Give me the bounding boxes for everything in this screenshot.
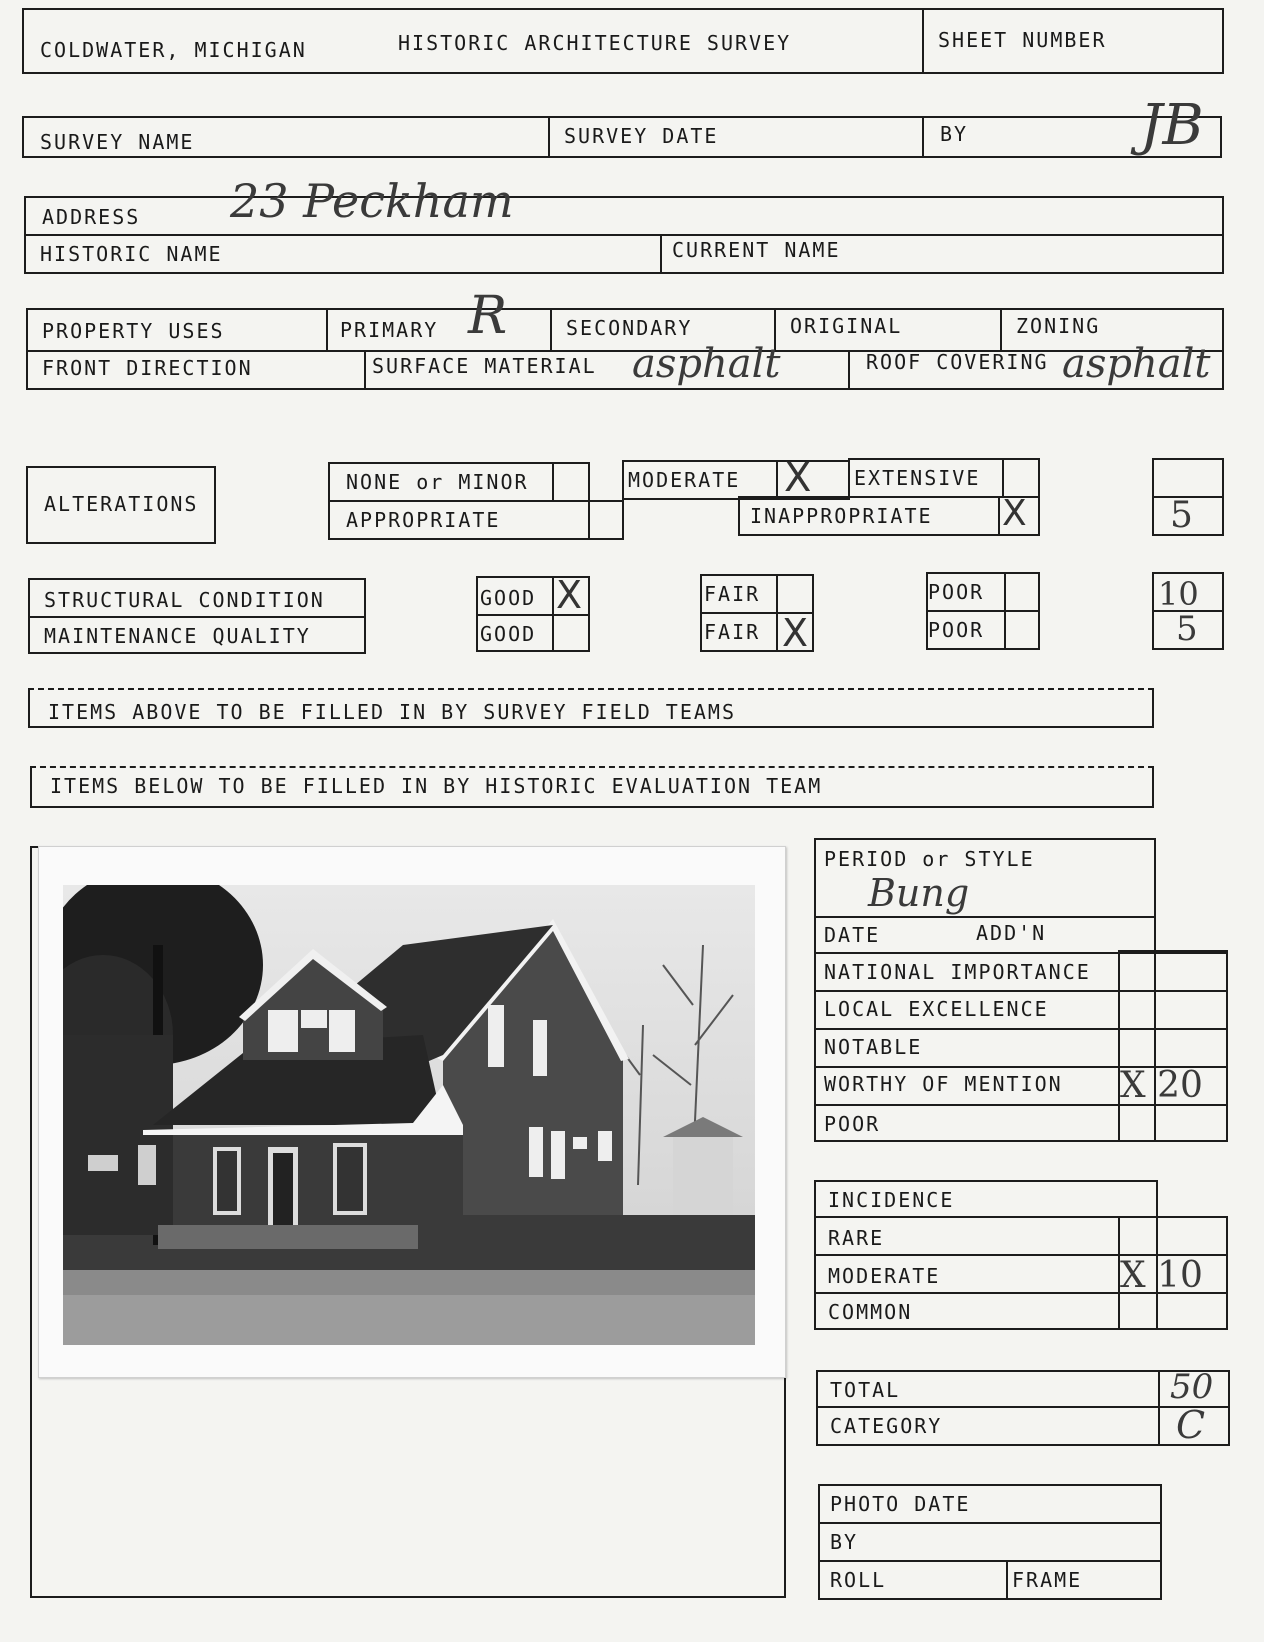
local-excellence-label: LOCAL EXCELLENCE bbox=[824, 997, 1049, 1021]
secondary-label: SECONDARY bbox=[566, 316, 693, 340]
by-initials: JB bbox=[1140, 93, 1204, 158]
building-photo bbox=[38, 846, 786, 1378]
appropriate-label: APPROPRIATE bbox=[346, 508, 501, 532]
maintenance-score: 5 bbox=[1176, 609, 1198, 649]
photo-by-label: BY bbox=[830, 1530, 859, 1554]
structural-fair-label: FAIR bbox=[704, 582, 761, 606]
surface-material-value: asphalt bbox=[632, 341, 781, 387]
addn-label: ADD'N bbox=[976, 921, 1047, 945]
category-value: C bbox=[1176, 1403, 1206, 1447]
survey-title: HISTORIC ARCHITECTURE SURVEY bbox=[398, 31, 792, 55]
structural-condition-label: STRUCTURAL CONDITION bbox=[44, 588, 325, 612]
surface-material-label: SURFACE MATERIAL bbox=[372, 354, 597, 378]
eval-date-label: DATE bbox=[824, 923, 881, 947]
primary-label: PRIMARY bbox=[340, 318, 439, 342]
original-label: ORIGINAL bbox=[790, 314, 903, 338]
city-label: COLDWATER, MICHIGAN bbox=[40, 38, 307, 62]
sheet-number-label: SHEET NUMBER bbox=[938, 28, 1107, 52]
eval-poor-label: POOR bbox=[824, 1112, 881, 1136]
front-direction-label: FRONT DIRECTION bbox=[42, 356, 253, 380]
rare-label: RARE bbox=[828, 1226, 885, 1250]
incidence-moderate-label: MODERATE bbox=[828, 1264, 941, 1288]
maintenance-poor-label: POOR bbox=[928, 618, 985, 642]
moderate-label: MODERATE bbox=[628, 468, 741, 492]
incidence-moderate-value: X 10 bbox=[1120, 1255, 1203, 1296]
worthy-of-mention-label: WORTHY OF MENTION bbox=[824, 1072, 1063, 1096]
evaluation-score-column bbox=[1118, 950, 1228, 1142]
structural-score: 10 bbox=[1158, 575, 1199, 613]
alterations-score: 5 bbox=[1170, 495, 1193, 536]
notable-label: NOTABLE bbox=[824, 1035, 923, 1059]
address-value: 23 Peckham bbox=[230, 174, 514, 228]
maintenance-quality-label: MAINTENANCE QUALITY bbox=[44, 624, 311, 648]
structural-good-check: X bbox=[556, 573, 583, 617]
frame-label: FRAME bbox=[1012, 1568, 1083, 1592]
roll-label: ROLL bbox=[830, 1568, 887, 1592]
roof-covering-label: ROOF COVERING bbox=[866, 350, 1049, 374]
inappropriate-check: X bbox=[1002, 493, 1027, 534]
current-name-label: CURRENT NAME bbox=[672, 238, 841, 262]
maintenance-fair-check: X bbox=[782, 611, 809, 655]
alterations-label: ALTERATIONS bbox=[44, 492, 199, 516]
by-label: BY bbox=[940, 122, 969, 146]
incidence-label: INCIDENCE bbox=[828, 1188, 955, 1212]
survey-date-label: SURVEY DATE bbox=[564, 124, 719, 148]
total-value: 50 bbox=[1170, 1367, 1214, 1407]
moderate-check: X bbox=[784, 455, 812, 501]
primary-value: R bbox=[468, 286, 508, 346]
instruction-above: ITEMS ABOVE TO BE FILLED IN BY SURVEY FIELD TEAMS bbox=[48, 700, 737, 724]
historic-name-label: HISTORIC NAME bbox=[40, 242, 223, 266]
none-minor-label: NONE or MINOR bbox=[346, 470, 529, 494]
period-style-label: PERIOD or STYLE bbox=[824, 847, 1035, 871]
property-uses-label: PROPERTY USES bbox=[42, 319, 225, 343]
structural-poor-label: POOR bbox=[928, 580, 985, 604]
structural-good-label: GOOD bbox=[480, 586, 537, 610]
category-label: CATEGORY bbox=[830, 1414, 943, 1438]
period-style-value: Bung bbox=[868, 871, 970, 915]
inappropriate-label: INAPPROPRIATE bbox=[750, 504, 933, 528]
house-photo-image bbox=[63, 885, 755, 1345]
total-label: TOTAL bbox=[830, 1378, 901, 1402]
survey-name-label: SURVEY NAME bbox=[40, 130, 195, 154]
instruction-below: ITEMS BELOW TO BE FILLED IN BY HISTORIC EVALUATION TEAM bbox=[50, 774, 823, 798]
national-importance-label: NATIONAL IMPORTANCE bbox=[824, 960, 1091, 984]
maintenance-good-label: GOOD bbox=[480, 622, 537, 646]
roof-covering-value: asphalt bbox=[1062, 341, 1211, 387]
photo-date-label: PHOTO DATE bbox=[830, 1492, 971, 1516]
worthy-of-mention-value: X 20 bbox=[1120, 1065, 1203, 1106]
maintenance-fair-label: FAIR bbox=[704, 620, 761, 644]
address-label: ADDRESS bbox=[42, 205, 141, 229]
zoning-label: ZONING bbox=[1016, 314, 1101, 338]
extensive-label: EXTENSIVE bbox=[854, 466, 981, 490]
common-label: COMMON bbox=[828, 1300, 913, 1324]
